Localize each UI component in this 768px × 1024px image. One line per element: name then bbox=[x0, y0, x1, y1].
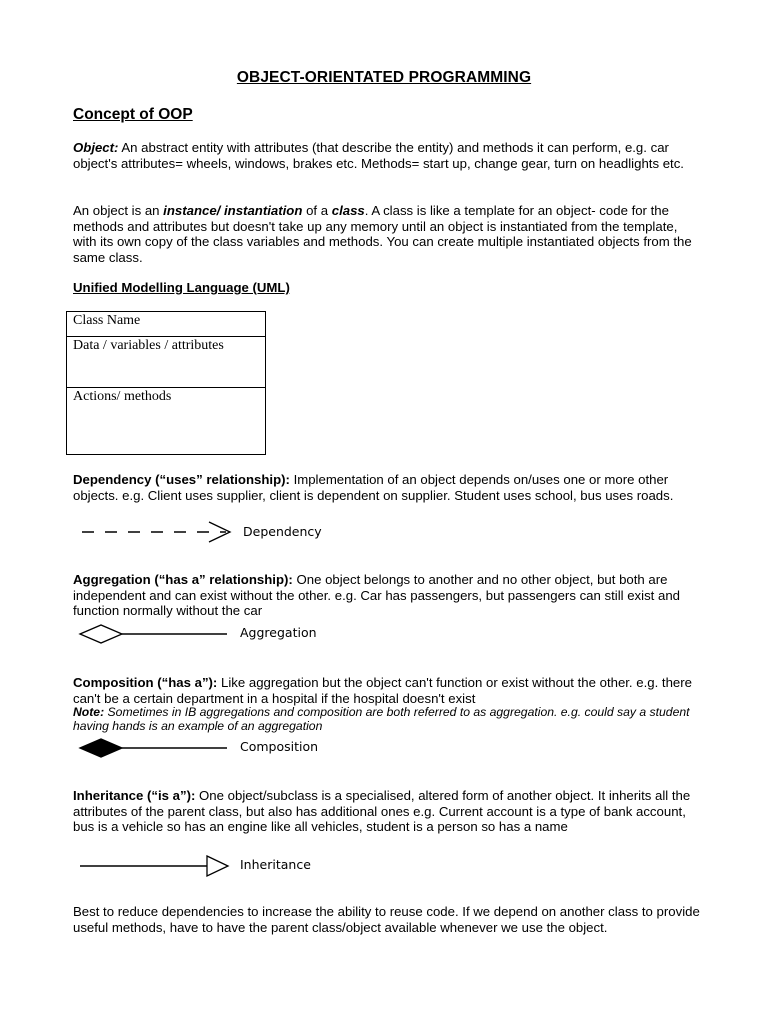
object-label: Object: bbox=[73, 140, 119, 155]
object-paragraph bbox=[73, 140, 701, 171]
inheritance-paragraph bbox=[73, 788, 701, 835]
inheritance-text: One object/subclass is a specialised, altered form of another object. It inherits all the attributes of the parent class, but also has additional ones e.g. Current account is a type of bank account, bus is a vehicle so has an engine like all vehicles, student is a person so has a name bbox=[73, 788, 691, 834]
aggregation-text: One object belongs to another and no other object, but both are independent and can exist without the other. e.g. Car has passengers, but passengers can still exist and function normally without the car bbox=[73, 572, 681, 618]
note-label: Note: bbox=[73, 705, 105, 719]
dependency-arrow-diagram bbox=[76, 520, 236, 544]
aggregation-diagram-label: Aggregation bbox=[240, 625, 317, 640]
aggregation-diagram bbox=[76, 622, 232, 646]
section-heading: Concept of OOP bbox=[73, 106, 193, 123]
aggregation-label: Aggregation (“has a” relationship): bbox=[73, 572, 293, 587]
dependency-open-arrowhead bbox=[209, 522, 230, 542]
inheritance-hollow-triangle bbox=[207, 856, 228, 876]
instance-text: . A class is like a template for an object- code for the methods and attributes but doesn't take up any memory until an object is instantiated from the template, with its own copy of the class variables and methods. You can create multiple instantiated objects from the same class. bbox=[73, 203, 692, 265]
uml-attributes: Data / variables / attributes bbox=[67, 337, 265, 388]
dependency-diagram-label: Dependency bbox=[243, 524, 322, 539]
closing-paragraph: Best to reduce dependencies to increase the ability to reuse code. If we depend on another class to provide useful methods, have to have the parent class/object available whenever we use the object. bbox=[73, 904, 700, 935]
uml-class-box bbox=[66, 311, 266, 455]
instance-mid: of a bbox=[302, 203, 332, 218]
uml-heading: Unified Modelling Language (UML) bbox=[73, 280, 290, 295]
composition-filled-diamond bbox=[80, 739, 122, 757]
dependency-paragraph bbox=[73, 472, 701, 503]
uml-methods: Actions/ methods bbox=[73, 389, 172, 404]
dependency-label: Dependency (“uses” relationship): bbox=[73, 472, 290, 487]
object-text: An abstract entity with attributes (that describe the entity) and methods it can perform, e.g. car object's attributes= wheels, windows, brakes etc. Methods= start up, change gear, turn on headlights etc. bbox=[73, 140, 684, 171]
composition-diagram bbox=[76, 736, 232, 760]
composition-paragraph bbox=[73, 675, 701, 706]
inheritance-diagram bbox=[76, 854, 232, 878]
inheritance-label: Inheritance (“is a”): bbox=[73, 788, 196, 803]
class-emphasis: class bbox=[331, 203, 365, 218]
uml-class-name: Class Name bbox=[67, 312, 265, 337]
aggregation-hollow-diamond bbox=[80, 625, 122, 643]
instance-emphasis: instance/ instantiation bbox=[163, 203, 303, 218]
instance-paragraph bbox=[73, 203, 701, 265]
composition-note bbox=[73, 706, 703, 733]
note-text: Sometimes in IB aggregations and composition are both referred to as aggregation. e.g. could say a student having hands is an example of an aggregation bbox=[73, 705, 690, 733]
aggregation-paragraph bbox=[73, 572, 701, 619]
composition-diagram-label: Composition bbox=[240, 739, 319, 754]
dependency-text: Implementation of an object depends on/uses one or more other objects. e.g. Client uses supplier, client is dependent on supplier. Student uses school, bus uses roads. bbox=[73, 472, 674, 503]
composition-text: Like aggregation but the object can't function or exist without the other. e.g. there can't be a certain department in a hospital if the hospital doesn't exist bbox=[73, 675, 692, 706]
instance-prefix: An object is an bbox=[73, 203, 164, 218]
page-title: OBJECT-ORIENTATED PROGRAMMING bbox=[236, 69, 532, 86]
inheritance-diagram-label: Inheritance bbox=[240, 857, 311, 872]
composition-label: Composition (“has a”): bbox=[73, 675, 218, 690]
